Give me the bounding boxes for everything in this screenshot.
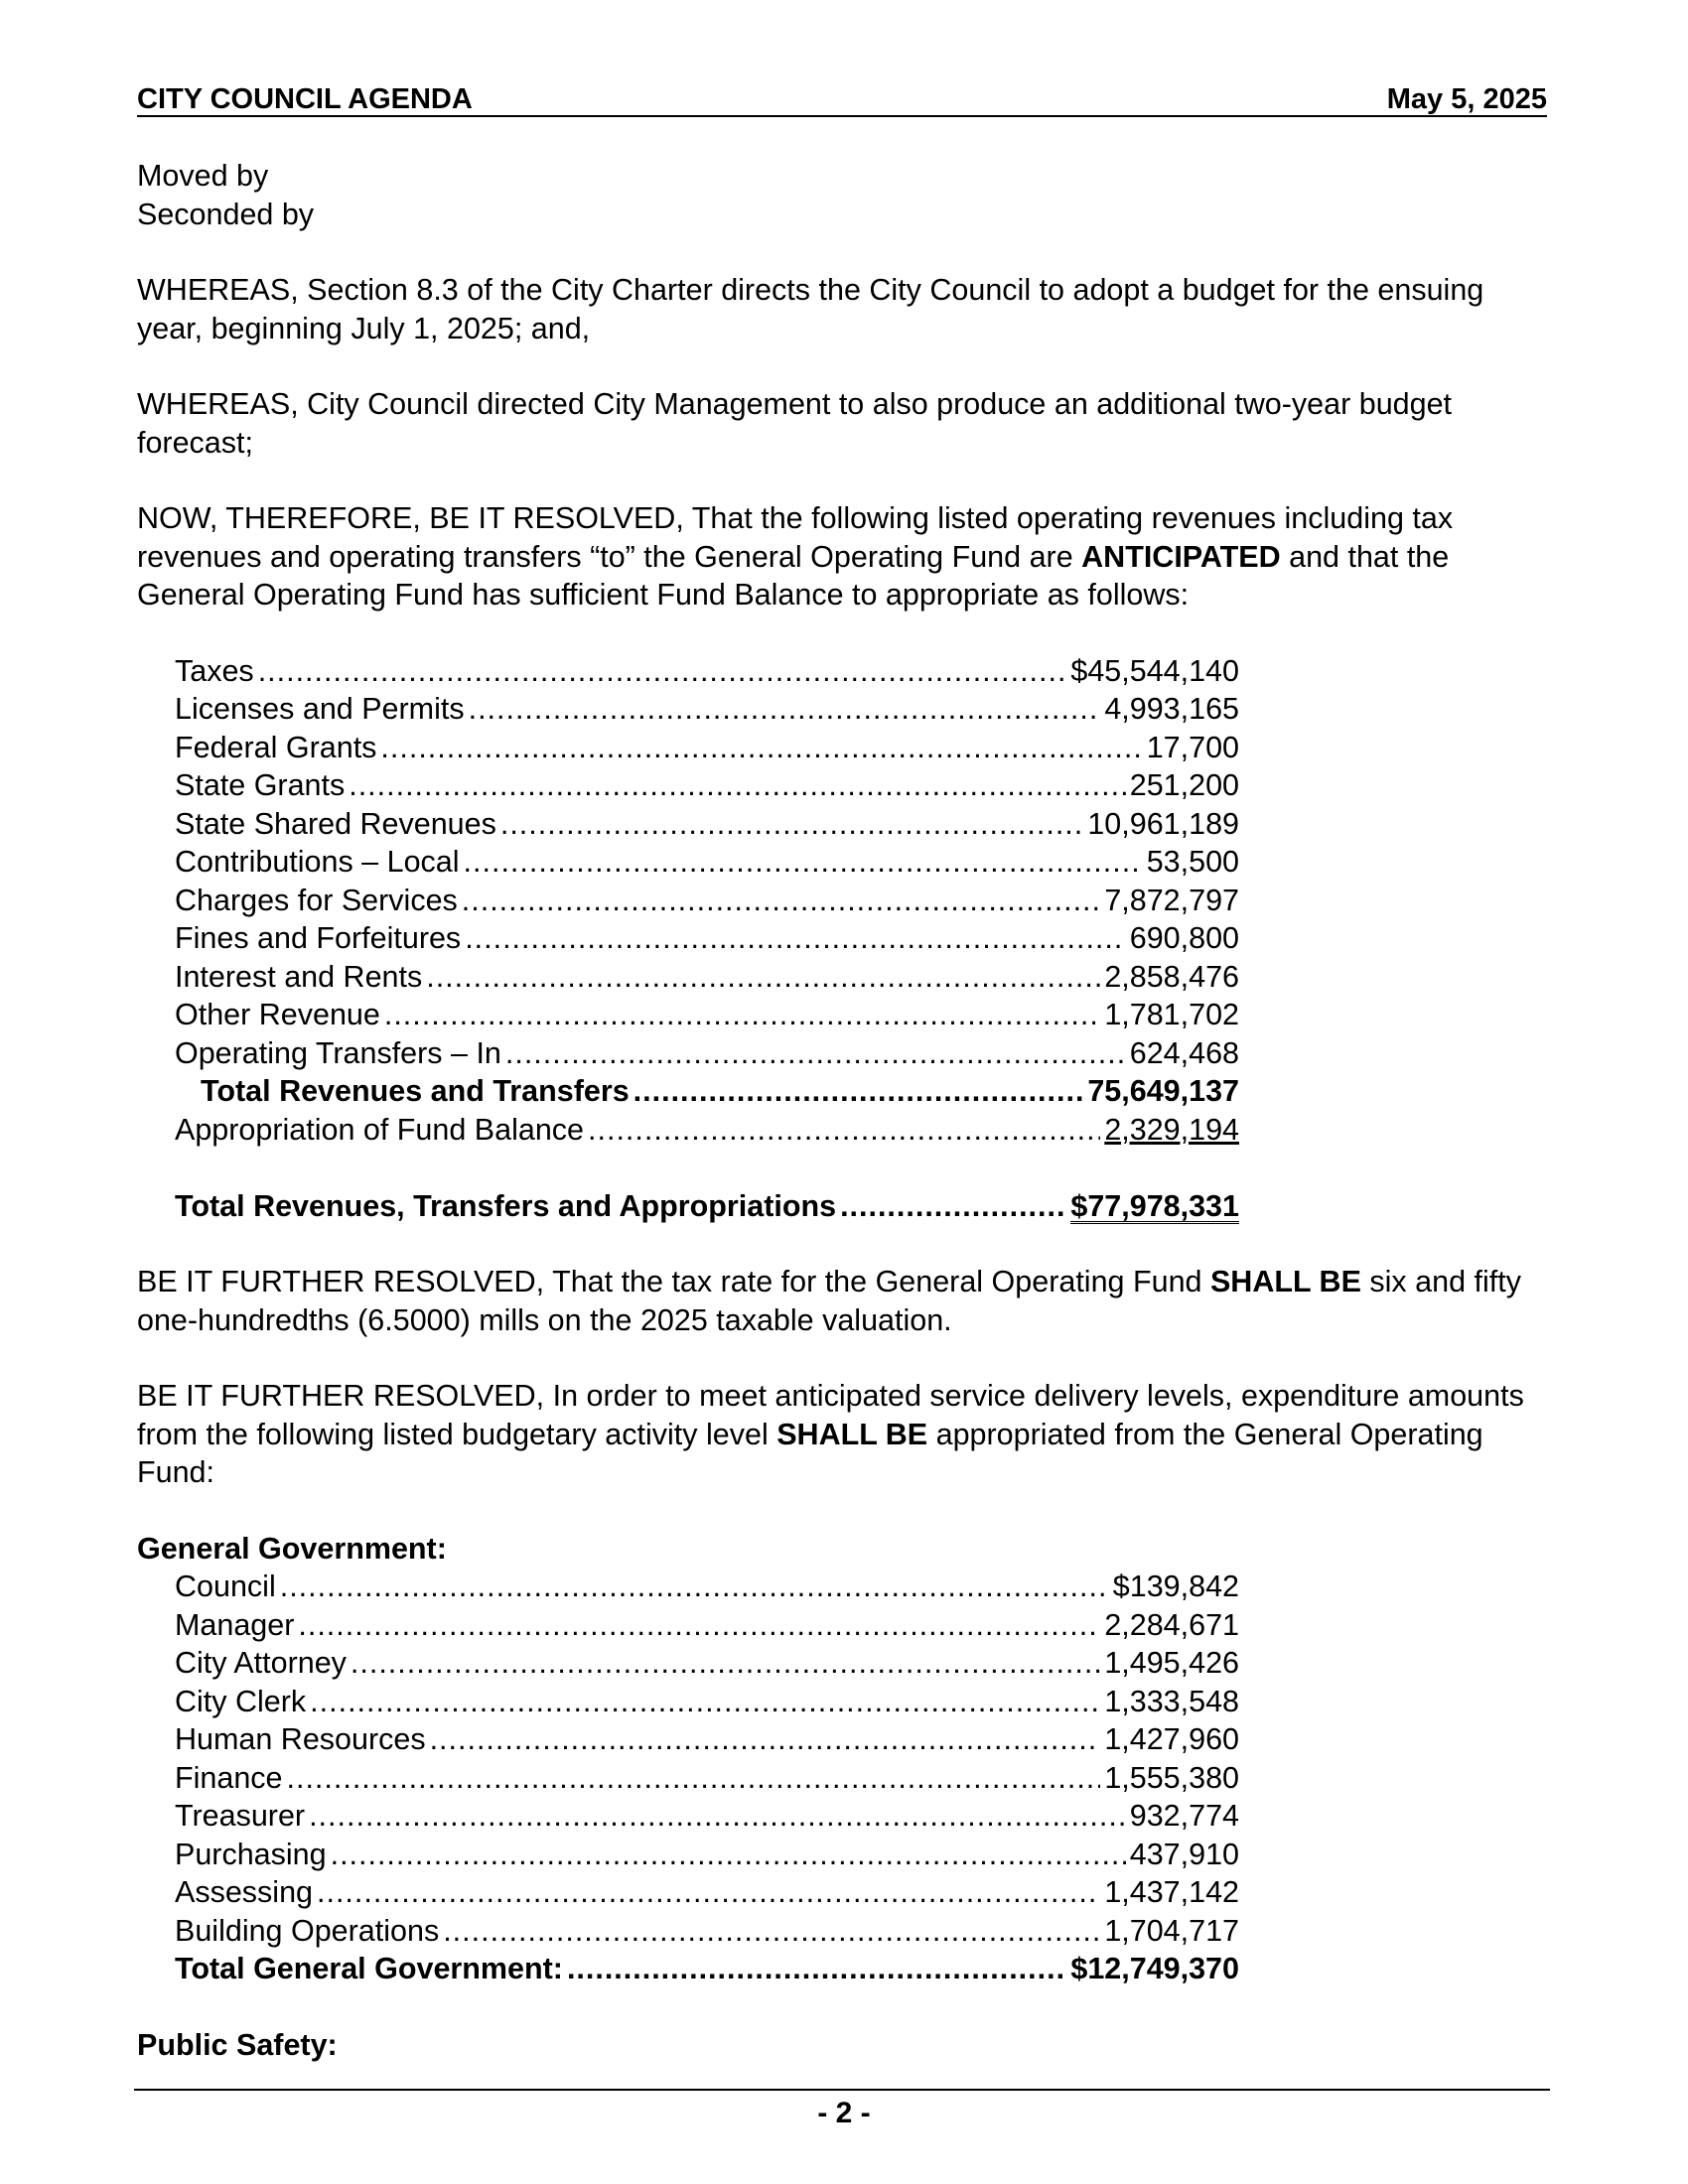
revenue-row xyxy=(175,958,1239,997)
row-amount: 1,704,717 xyxy=(1104,1913,1239,1948)
expenditure-text-end: appropriated from the General Operating Fund: xyxy=(137,1417,1483,1489)
general-government-section xyxy=(137,1530,1547,1988)
row-label: Interest and Rents xyxy=(175,959,423,994)
tax-rate-text: BE IT FURTHER RESOLVED, That the tax rate for the General Operating Fund xyxy=(137,1265,1210,1298)
row-amount: 2,329,194 xyxy=(1104,1112,1239,1147)
revenue-ledger xyxy=(175,652,1239,1226)
revenue-row xyxy=(175,729,1239,767)
general-government-row xyxy=(175,1873,1239,1912)
row-amount: 75,649,137 xyxy=(1087,1074,1239,1108)
row-amount: 1,555,380 xyxy=(1104,1760,1239,1795)
row-label: Charges for Services xyxy=(175,883,458,917)
row-label: City Attorney xyxy=(175,1646,347,1680)
general-government-row xyxy=(175,1606,1239,1645)
row-amount: 7,872,797 xyxy=(1104,883,1239,917)
row-label: Finance xyxy=(175,1760,283,1795)
row-amount: 1,333,548 xyxy=(1104,1684,1239,1718)
leader-dots xyxy=(351,1644,1100,1683)
expenditure-bold: SHALL BE xyxy=(776,1417,928,1451)
leader-dots xyxy=(287,1759,1101,1798)
row-amount: 2,858,476 xyxy=(1104,959,1239,994)
leader-dots xyxy=(258,652,1067,691)
row-label: Treasurer xyxy=(175,1799,306,1833)
row-label: Manager xyxy=(175,1607,295,1642)
tax-rate-bold: SHALL BE xyxy=(1209,1265,1361,1298)
leader-dots xyxy=(505,1034,1126,1073)
tax-rate-text-end: six and fifty one-hundredths (6.5000) mills on the 2025 taxable valuation. xyxy=(137,1265,1521,1337)
header-date: May 5, 2025 xyxy=(1386,83,1547,115)
row-amount: 932,774 xyxy=(1129,1799,1239,1833)
general-government-rows xyxy=(175,1568,1239,1950)
document-body xyxy=(137,157,1547,2064)
row-amount: $45,544,140 xyxy=(1070,653,1239,688)
leader-dots xyxy=(380,729,1142,767)
general-government-total-row xyxy=(175,1950,1239,1988)
row-amount: 690,800 xyxy=(1129,921,1239,955)
row-label: Assessing xyxy=(175,1875,314,1909)
row-amount: $77,978,331 xyxy=(1070,1188,1239,1223)
revenue-rows xyxy=(175,652,1239,1073)
leader-dots xyxy=(331,1836,1126,1874)
row-amount: 624,468 xyxy=(1129,1035,1239,1070)
leader-dots xyxy=(310,1683,1100,1721)
row-label: Fines and Forfeitures xyxy=(175,921,462,955)
row-label: Human Resources xyxy=(175,1722,426,1756)
row-amount: 53,500 xyxy=(1146,845,1239,879)
leader-dots xyxy=(588,1111,1100,1150)
row-label: State Shared Revenues xyxy=(175,806,496,841)
whereas-paragraph-2: WHEREAS, City Council directed City Management to also produce an additional two-year budget forecast; xyxy=(137,387,1453,460)
leader-dots xyxy=(280,1568,1109,1606)
public-safety-title: Public Safety: xyxy=(137,2027,338,2062)
leader-dots xyxy=(840,1187,1066,1226)
general-government-row xyxy=(175,1720,1239,1759)
tax-rate-paragraph xyxy=(137,1263,1547,1339)
revenue-row xyxy=(175,766,1239,805)
general-government-row xyxy=(175,1836,1239,1874)
row-amount: 251,200 xyxy=(1129,768,1239,802)
leader-dots xyxy=(464,843,1143,882)
resolved-bold: ANTICIPATED xyxy=(1081,539,1281,574)
row-label: Federal Grants xyxy=(175,730,377,764)
leader-dots xyxy=(462,882,1101,920)
general-government-row xyxy=(175,1683,1239,1721)
footer-rule xyxy=(134,2089,1550,2091)
leader-dots xyxy=(469,690,1101,729)
row-amount: 1,495,426 xyxy=(1104,1646,1239,1680)
row-amount: 1,427,960 xyxy=(1104,1722,1239,1756)
expenditure-paragraph xyxy=(137,1377,1547,1492)
resolved-text-end: and that the General Operating Fund has sufficient Fund Balance to appropriate as follows: xyxy=(137,539,1450,612)
general-government-ledger xyxy=(175,1568,1239,1988)
row-amount: 1,781,702 xyxy=(1104,998,1239,1031)
leader-dots xyxy=(349,766,1126,805)
leader-dots xyxy=(317,1873,1100,1912)
row-label: Council xyxy=(175,1570,276,1603)
whereas-paragraph-1: WHEREAS, Section 8.3 of the City Charter directs the City Council to adopt a budget for the ensuing year, beginning July 1, 2025; and, xyxy=(137,273,1484,345)
general-government-row xyxy=(175,1759,1239,1798)
leader-dots xyxy=(298,1606,1100,1645)
leader-dots xyxy=(426,958,1100,997)
row-label: Total Revenues, Transfers and Appropriations xyxy=(175,1188,837,1223)
revenue-row xyxy=(175,919,1239,958)
row-amount: $12,749,370 xyxy=(1070,1952,1239,1985)
header-title: CITY COUNCIL AGENDA xyxy=(137,83,473,115)
page-number: - 2 - xyxy=(817,2097,871,2129)
leader-dots xyxy=(465,919,1126,958)
general-government-row xyxy=(175,1644,1239,1683)
row-amount: 10,961,189 xyxy=(1087,806,1239,841)
row-label: Licenses and Permits xyxy=(175,692,465,726)
seconded-by: Seconded by xyxy=(137,197,315,231)
leader-dots xyxy=(443,1912,1100,1951)
general-government-row xyxy=(175,1912,1239,1951)
leader-dots xyxy=(309,1797,1126,1836)
revenue-row xyxy=(175,882,1239,920)
row-label: Appropriation of Fund Balance xyxy=(175,1112,585,1147)
leader-dots xyxy=(567,1950,1066,1988)
leader-dots xyxy=(500,805,1083,844)
row-label: Operating Transfers – In xyxy=(175,1035,501,1070)
row-amount: 17,700 xyxy=(1146,730,1239,764)
revenue-row xyxy=(175,805,1239,844)
page-header xyxy=(137,83,1547,117)
row-label: Other Revenue xyxy=(175,998,380,1031)
row-amount: 2,284,671 xyxy=(1104,1607,1239,1642)
row-label: State Grants xyxy=(175,768,346,802)
revenue-row xyxy=(175,996,1239,1034)
general-government-row xyxy=(175,1797,1239,1836)
section-title: General Government: xyxy=(137,1531,447,1566)
general-government-row xyxy=(175,1568,1239,1606)
revenue-row xyxy=(175,690,1239,729)
revenue-row xyxy=(175,652,1239,691)
moved-by: Moved by xyxy=(137,159,269,193)
row-label: Contributions – Local xyxy=(175,845,460,879)
row-label: Building Operations xyxy=(175,1913,440,1948)
resolved-paragraph xyxy=(137,499,1547,614)
leader-dots xyxy=(633,1072,1084,1111)
row-amount: 4,993,165 xyxy=(1104,692,1239,726)
row-label: Total General Government: xyxy=(175,1952,563,1985)
row-amount: $139,842 xyxy=(1112,1570,1239,1603)
row-label: Purchasing xyxy=(175,1837,327,1871)
row-label: City Clerk xyxy=(175,1684,307,1718)
grand-total-row xyxy=(175,1187,1239,1226)
revenue-row xyxy=(175,843,1239,882)
leader-dots xyxy=(430,1720,1101,1759)
row-amount: 437,910 xyxy=(1129,1837,1239,1871)
row-label: Total Revenues and Transfers xyxy=(201,1074,630,1108)
row-label: Taxes xyxy=(175,653,254,688)
resolved-text: NOW, THEREFORE, BE IT RESOLVED, That the following listed operating revenues including tax revenues and operating transfers “to” the General Operating Fund are xyxy=(137,501,1454,574)
expenditure-text: BE IT FURTHER RESOLVED, In order to meet anticipated service delivery levels, expenditure amounts from the following listed budgetary activity level xyxy=(137,1379,1524,1451)
revenue-total-row xyxy=(175,1072,1239,1111)
fund-balance-row xyxy=(175,1111,1239,1150)
leader-dots xyxy=(384,996,1100,1034)
row-amount: 1,437,142 xyxy=(1104,1875,1239,1909)
motion-block xyxy=(137,157,1547,233)
revenue-row xyxy=(175,1034,1239,1073)
